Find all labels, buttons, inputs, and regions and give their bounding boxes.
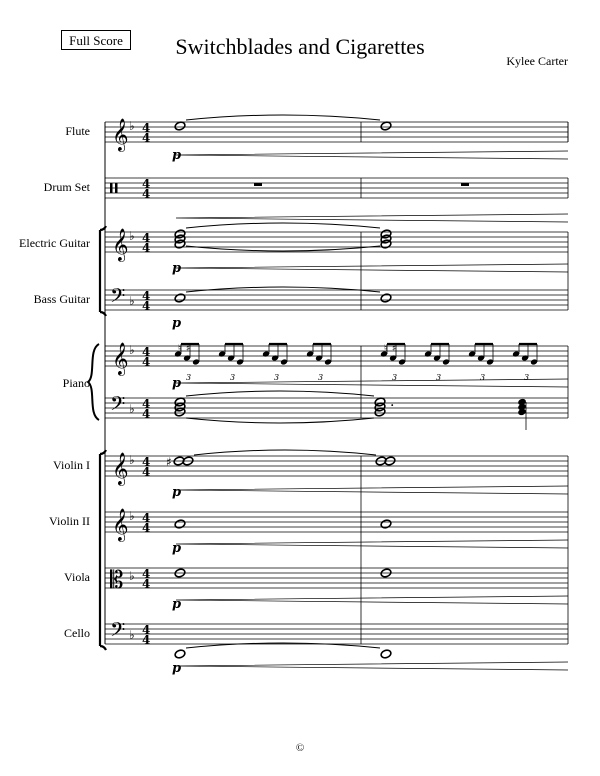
violin1-hairpin [176,486,568,494]
instrument-label-drum-set: Drum Set [43,180,90,194]
guitar-dynamic: p [172,261,182,276]
key-flat-icon: ♭ [129,294,135,308]
time-signature-bottom: 4 [142,131,151,145]
triplet-label: 3 [230,373,236,382]
sharp-sign: ♯ [166,455,172,469]
treble-clef-icon: 𝄞 [112,452,129,485]
time-signature-top: 4 [142,345,151,359]
viola-hairpin [176,596,568,604]
violin2-dynamic: p [172,541,182,556]
time-signature-bottom: 4 [142,633,151,647]
time-signature-top: 4 [142,511,151,525]
piano-tie [186,391,374,396]
key-flat-icon: ♭ [129,343,135,357]
instrument-label-cello: Cello [64,626,90,640]
flute-dynamic: p [172,148,182,163]
instrument-label-bass-guitar: Bass Guitar [33,292,90,306]
bass-clef-icon: 𝄢 [110,284,126,312]
time-signature-top: 4 [142,289,151,303]
guitar-hairpin-above [176,214,568,222]
composer-name: Kylee Carter [506,54,568,68]
time-signature-bottom: 4 [142,521,151,535]
flute-note [380,121,392,131]
natural-sign: ♮ [178,344,182,354]
time-signature-bottom: 4 [142,407,151,421]
triplet-label: 3 [274,373,280,382]
copyright-notice: © [295,742,305,754]
triplet-label: 3 [392,373,398,382]
cello-note [380,649,392,659]
instrument-label-piano: Piano [62,376,90,390]
bass-note [380,293,392,303]
time-signature-bottom: 4 [142,355,151,369]
violin2-note [380,519,392,529]
treble-clef-icon: 𝄞 [112,342,129,375]
triplet-label: 3 [436,373,442,382]
bass-note [174,293,186,303]
bass-clef-icon: 𝄢 [110,618,126,646]
treble-clef-icon: 𝄞 [112,118,129,151]
piano-dynamic: p [172,376,182,391]
triplet-label: 3 [186,373,192,382]
time-signature-top: 4 [142,231,151,245]
guitar-tie [186,223,380,228]
natural-sign: ♮ [384,344,388,354]
bass-dynamic: p [172,316,182,331]
sharp-sign: ♯ [392,344,397,354]
instrument-label-violin-1: Violin I [53,458,90,472]
triplet-label: 3 [480,373,486,382]
triplet-label: 3 [318,373,324,382]
guitar-hairpin [176,264,568,272]
violin2-hairpin [176,540,568,548]
instrument-label-viola: Viola [64,570,90,584]
time-signature-bottom: 4 [142,187,151,201]
full-score-badge: Full Score [61,30,131,50]
key-flat-icon: ♭ [129,569,135,583]
cello-hairpin [176,662,568,670]
key-flat-icon: ♭ [129,402,135,416]
cello-dynamic: p [172,661,182,676]
time-signature-top: 4 [142,623,151,637]
time-signature-bottom: 4 [142,465,151,479]
time-signature-top: 4 [142,177,151,191]
score-title: Switchblades and Cigarettes [175,34,425,59]
piano-tie [186,418,374,423]
flute-note [174,121,186,131]
time-signature-bottom: 4 [142,299,151,313]
instrument-label-flute: Flute [65,124,90,138]
percussion-clef-icon [110,183,113,193]
viola-dynamic: p [172,597,182,612]
triplet-label: 3 [524,373,530,382]
key-flat-icon: ♭ [129,628,135,642]
violin1-tie [194,450,376,455]
alto-clef-icon: 𝄡 [110,566,124,594]
bass-tie [186,287,380,292]
time-signature-top: 4 [142,455,151,469]
treble-clef-icon: 𝄞 [112,228,129,261]
time-signature-top: 4 [142,567,151,581]
treble-clef-icon: 𝄞 [112,508,129,541]
time-signature-bottom: 4 [142,577,151,591]
instrument-label-violin-2: Violin II [49,514,90,528]
piano-brace [88,344,99,420]
dot: · [390,398,395,414]
violin2-note [174,519,186,529]
whole-rest [461,183,469,186]
time-signature-bottom: 4 [142,241,151,255]
flute-tie [186,115,380,120]
key-flat-icon: ♭ [129,453,135,467]
instrument-label-electric-guitar: Electric Guitar [19,236,90,250]
key-flat-icon: ♭ [129,509,135,523]
whole-rest [254,183,262,186]
flute-hairpin [176,151,568,159]
time-signature-top: 4 [142,397,151,411]
key-flat-icon: ♭ [129,229,135,243]
time-signature-top: 4 [142,121,151,135]
cello-note [174,649,186,659]
sharp-sign: ♯ [186,344,191,354]
bass-clef-icon: 𝄢 [110,392,126,420]
key-flat-icon: ♭ [129,119,135,133]
percussion-clef-icon [115,183,118,193]
violin1-dynamic: p [172,485,182,500]
